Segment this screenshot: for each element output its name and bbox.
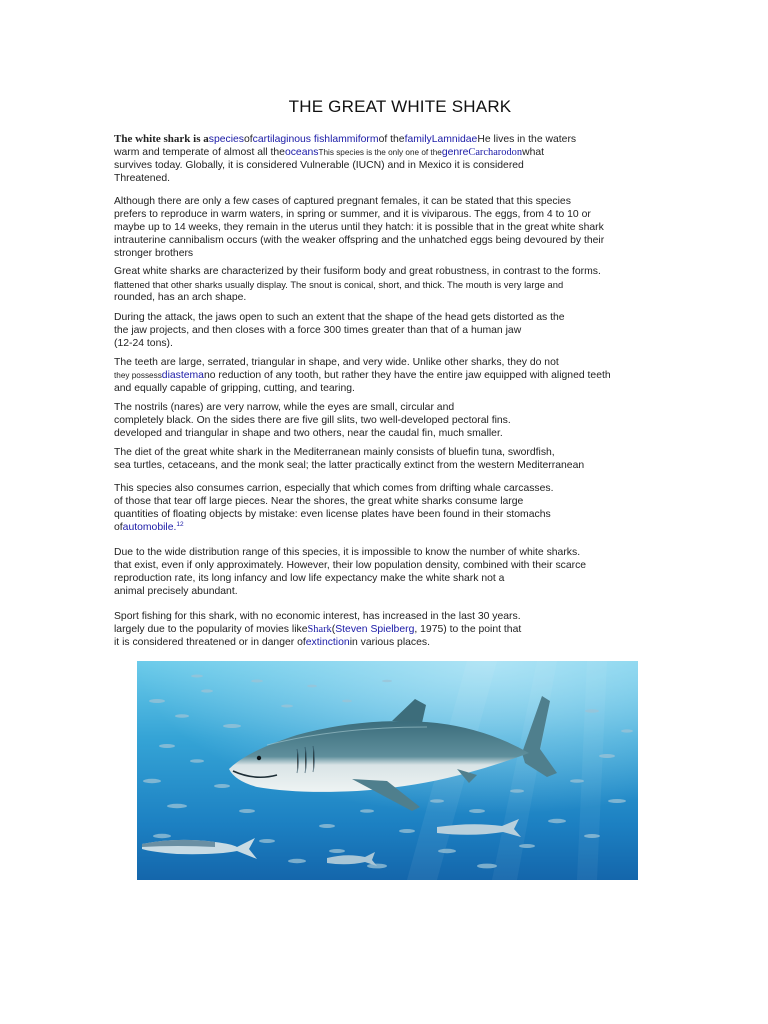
paragraph-attack: During the attack, the jaws open to such an extent that the shape of the head gets distorted as the the jaw projects, and then closes with a force 300 times greater than that of a human jaw (12-24 tons). <box>114 312 565 349</box>
shark-photo <box>137 661 638 880</box>
paragraph-distribution: Due to the wide distribution range of this species, it is impossible to know the number of white sharks. that exist, even if only approximately. However, their low population density, combined with their scarce reproduction rate, its long infancy and low life expectancy make the white shark not a animal precisely abundant. <box>114 547 587 597</box>
paragraph-carrion: This species also consumes carrion, especially that which comes from drifting whale carcasses. of those that tear off large pieces. Near the shores, the great white sharks consume large quantities of floating objects by mistake: even license plates have been found in their stomachs ofautomobile.$^{12}$ <box>114 483 554 533</box>
paragraph-diet: The diet of the great white shark in the Mediterranean mainly consists of bluefin tuna, swordfish, sea turtles, cetaceans, and the monk seal; the latter practically extinct from the western Mediterranean <box>114 447 585 471</box>
link-lamnidae[interactable]: Lamnidae <box>431 134 478 145</box>
paragraph-sport-fishing: Sport fishing for this shark, with no economic interest, has increased in the last 30 years. largely due to the popularity of movies likeShark(Steven Spielberg, 1975) to the point that it is considered threatened or in danger ofextinctionin various places. <box>114 611 522 648</box>
shark-illustration <box>137 661 638 880</box>
link-steven-spielberg[interactable]: Steven Spielberg <box>335 623 415 635</box>
paragraph-intro: The white shark is aspeciesofcartilaginous fishlammiformof thefamilyLamnidaeHe lives in the waters warm and temperate of almost all theoceansThis species is the only one of thegenreCarcharodonwhat survives today. Globally, it is considered Vulnerable (IUCN) and in Mexico it is considered Threatened. <box>114 133 577 184</box>
page-title: THE GREAT WHITE SHARK <box>288 97 512 116</box>
link-extinction[interactable]: extinction <box>305 636 350 648</box>
paragraph-teeth: The teeth are large, serrated, triangular in shape, and very wide. Unlike other sharks, they do not they possessdiastemano reduction of any tooth, but rather they have the entire jaw equipped with aligned teeth and equally capable of gripping, cutting, and tearing. <box>114 357 611 394</box>
paragraph-nostrils: The nostrils (nares) are very narrow, while the eyes are small, circular and completely black. On the sides there are five gill slits, two well-developed pectoral fins. developed and triangular in shape and two others, near the caudal fin, much smaller. <box>114 402 511 439</box>
link-genre[interactable]: genre <box>441 146 469 158</box>
link-species[interactable]: species <box>208 134 244 145</box>
link-family[interactable]: family <box>404 134 432 145</box>
link-automobile[interactable]: automobile. <box>122 521 177 533</box>
link-oceans[interactable]: oceans <box>284 146 319 158</box>
link-diastema[interactable]: diastema <box>161 369 204 381</box>
link-lammiform[interactable]: lammiform <box>330 134 379 145</box>
link-carcharodon[interactable]: Carcharodon <box>468 146 523 158</box>
link-shark-movie[interactable]: Shark <box>307 623 332 635</box>
link-cartilaginous-fish[interactable]: cartilaginous fish <box>252 134 331 145</box>
paragraph-body-shape: Great white sharks are characterized by their fusiform body and great robustness, in contrast to the forms. flattened that other sharks usually display. The snout is conical, short, and thick. The mouth is very large and rounded, has an arch shape. <box>114 266 601 303</box>
paragraph-reproduction: Although there are only a few cases of captured pregnant females, it can be stated that this species prefers to reproduce in warm waters, in spring or summer, and it is viviparous. The eggs, from 4 to 10 or maybe up to 14 weeks, they remain in the uterus until they hatch: it is possible that in the great white shark intrauterine cannibalism occurs (with the weaker offspring and the unhatched eggs being devoured by their stronger brothers <box>114 196 605 259</box>
footnote-ref[interactable]: 12 <box>176 520 184 528</box>
